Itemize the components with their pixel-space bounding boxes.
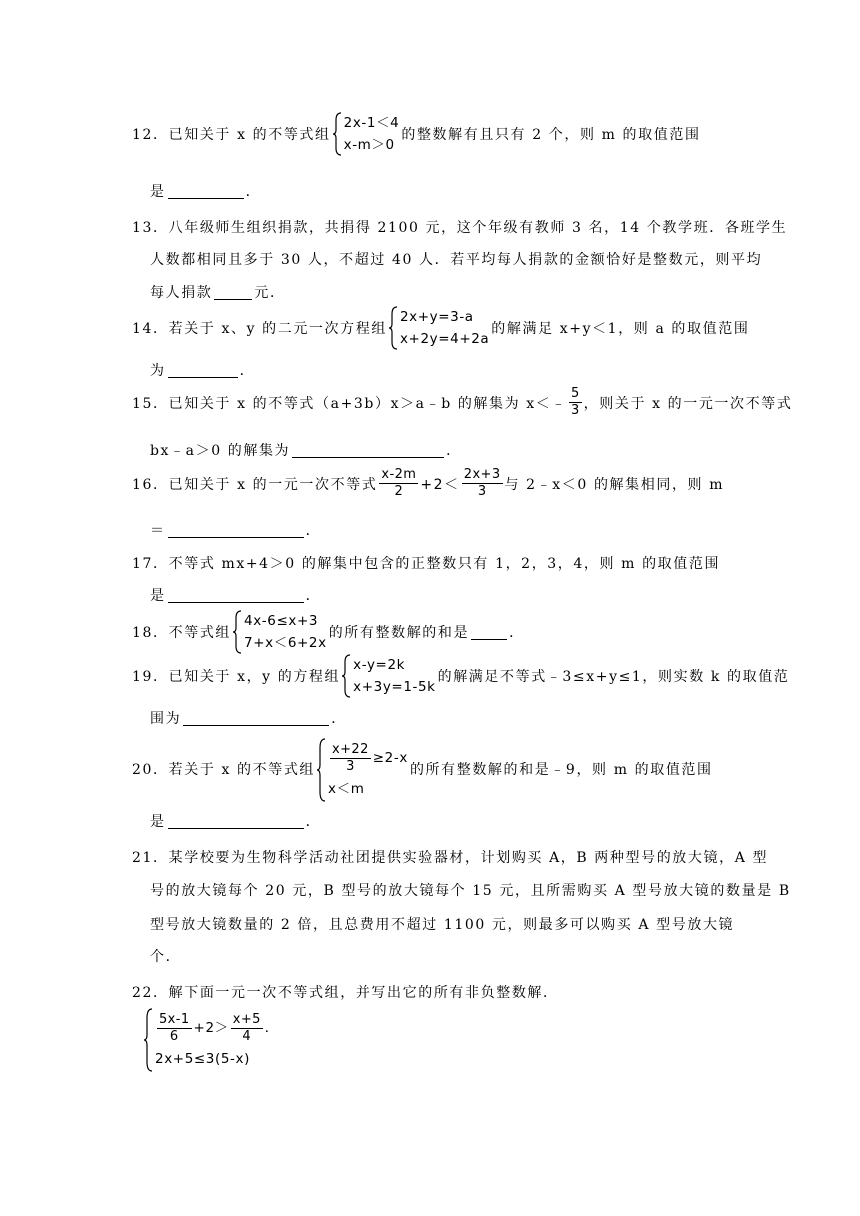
brace-icon [342, 654, 351, 698]
q22-frac1-num: 5x-1 [159, 1011, 190, 1027]
q18-ineq1: 4x-6≤x+3 [244, 613, 319, 629]
q22-end: ． [264, 1020, 279, 1036]
q14-equation-system [389, 306, 489, 350]
q22-frac2-den: 4 [242, 1028, 252, 1044]
q20-text-c: 是 [150, 814, 166, 830]
q12-inequality-system [333, 112, 400, 156]
q14-eq2: x+2y=4+2a [399, 331, 490, 347]
answer-blank [168, 814, 304, 829]
q12-number: 12． [132, 127, 169, 143]
q14-line2 [150, 360, 255, 380]
q12-ineq2: x-m＞0 [343, 137, 395, 153]
q17-text-c: 是 [150, 588, 166, 604]
q22-frac1-den: 6 [169, 1028, 179, 1044]
q15-frac-num: 5 [570, 386, 580, 401]
q16-line1 [132, 467, 724, 500]
q12-text-a: 已知关于 x 的不等式组 [168, 127, 331, 143]
brace-icon [233, 610, 242, 654]
q12-text-d: ． [245, 184, 262, 200]
q16-number: 16． [132, 476, 169, 493]
q22-inequality-system [144, 1008, 279, 1070]
q15-frac-den: 3 [570, 403, 580, 418]
q18-ineq2: 7+x＜6+2x [244, 635, 327, 651]
q13-line3 [150, 282, 286, 302]
q15-line1 [132, 386, 792, 419]
q18-text-d: ． [509, 625, 525, 641]
q21-line3: 型号放大镜数量的 2 倍，且总费用不超过 1100 元，则最多可以购买 A 型号放大镜 [150, 917, 735, 933]
q16-fraction-1 [379, 467, 418, 500]
q14-text-a: 若关于 x、y 的二元一次方程组 [168, 321, 387, 337]
q15-text-a: 已知关于 x 的不等式（a+3b）x＞a﹣b 的解集为 x＜﹣ [168, 395, 567, 412]
q16-text-b: 与 2﹣x＜0 的解集相同，则 m [504, 476, 725, 493]
q20-text-a: 若关于 x 的不等式组 [168, 762, 316, 778]
q14-eq1: 2x+y=3-a [399, 309, 474, 325]
q21-line4: 个． [150, 949, 182, 965]
q15-text-b: ，则关于 x 的一元一次不等式 [583, 395, 793, 412]
answer-blank [168, 363, 238, 378]
q18-inequality-system [233, 610, 327, 654]
q22-system-line [142, 1008, 281, 1070]
q16-text-c: ＝ [150, 523, 166, 539]
answer-blank [168, 588, 304, 603]
q12-line2 [150, 181, 261, 201]
q22-mid: +2＞ [193, 1020, 229, 1036]
q14-text-c: 为 [150, 363, 166, 379]
q19-text-c: 围为 [150, 711, 182, 727]
q14-number: 14． [132, 321, 169, 337]
q21-line2: 号的放大镜每个 20 元，B 型号的放大镜每个 15 元，且所需购买 A 型号放大镜的数量是 B [150, 883, 791, 899]
brace-icon [144, 1008, 153, 1072]
q20-line1 [132, 738, 713, 800]
q16-line2 [150, 520, 321, 540]
q15-text-d: ． [446, 443, 462, 459]
q15-number: 15． [132, 395, 169, 412]
brace-icon [333, 112, 342, 156]
q18-number: 18． [132, 625, 169, 641]
answer-blank [292, 443, 444, 458]
q15-line2 [150, 440, 462, 460]
answer-blank [168, 523, 304, 538]
q20-rest1: ≥2-x [372, 750, 408, 766]
q12-line1 [132, 112, 701, 156]
q18-line1 [132, 610, 525, 654]
q12-text-c: 是 [150, 184, 166, 200]
q17-line2 [150, 585, 321, 605]
brace-icon [317, 738, 326, 802]
q20-frac-den: 3 [346, 758, 355, 774]
answer-blank [214, 285, 252, 300]
q20-row1 [328, 738, 408, 778]
q16-frac1-den: 2 [394, 484, 404, 499]
q20-line2 [150, 811, 321, 831]
q17-line1: 17．不等式 mx+4＞0 的解集中包含的正整数只有 1，2，3，4，则 m 的取值范围 [132, 556, 721, 572]
q22-fraction-1 [157, 1012, 192, 1045]
q19-line1 [132, 654, 789, 698]
q12-ineq1: 2x-1＜4 [343, 115, 400, 131]
q17-text-d: ． [305, 588, 322, 604]
q20-fraction [330, 742, 371, 775]
q16-text-d: ． [305, 523, 322, 539]
answer-blank [471, 625, 507, 640]
q16-frac2-den: 3 [477, 484, 487, 499]
q22-fraction-2 [231, 1012, 263, 1045]
q14-text-b: 的解满足 x+y＜1，则 a 的取值范围 [491, 321, 750, 337]
q22-ineq2: 2x+5≤3(5-x) [155, 1051, 250, 1067]
q15-fraction [569, 386, 582, 419]
q18-text-b: 的所有整数解的和是 [328, 625, 470, 641]
q19-eq2: x+3y=1-5k [353, 679, 436, 695]
q13-line1: 13．八年级师生组织捐款，共捐得 2100 元，这个年级有教师 3 名，14 个教学班．各班学生 [132, 220, 788, 236]
q19-number: 19． [132, 669, 169, 685]
q16-fraction-2 [462, 467, 503, 500]
answer-blank [183, 711, 329, 726]
q19-text-b: 的解满足不等式﹣3≤x+y≤1，则实数 k 的取值范 [437, 669, 790, 685]
q13-text-a: 每人捐款 [150, 285, 213, 301]
q20-ineq2: x＜m [328, 781, 365, 797]
brace-icon [389, 306, 398, 350]
q16-frac2-num: 2x+3 [463, 467, 501, 482]
q14-text-d: ． [239, 363, 256, 379]
q16-mid: +2＜ [420, 476, 460, 493]
q22-row1 [155, 1008, 279, 1048]
q20-number: 20． [132, 762, 169, 778]
q19-text-d: ． [331, 711, 347, 727]
q16-frac1-num: x-2m [381, 467, 417, 482]
q16-text-a: 已知关于 x 的一元一次不等式 [168, 476, 378, 493]
q22-frac2-num: x+5 [232, 1011, 261, 1027]
q20-text-d: ． [305, 814, 322, 830]
answer-blank [168, 184, 244, 199]
q20-inequality-system [317, 738, 408, 800]
q13-text-b: 元． [254, 285, 286, 301]
q14-line1 [132, 306, 749, 350]
q19-eq1: x-y=2k [353, 657, 406, 673]
q18-text-a: 不等式组 [168, 625, 232, 641]
q21-line1: 21．某学校要为生物科学活动社团提供实验器材，计划购买 A，B 两种型号的放大镜，A 型 [132, 850, 769, 866]
q19-text-a: 已知关于 x，y 的方程组 [168, 669, 341, 685]
q20-text-b: 的所有整数解的和是﹣9，则 m 的取值范围 [409, 762, 713, 778]
q12-text-b: 的整数解有且只有 2 个，则 m 的取值范围 [401, 127, 701, 143]
q13-line2: 人数都相同且多于 30 人，不超过 40 人．若平均每人捐款的金额恰好是整数元，则平均 [150, 252, 763, 268]
q19-equation-system [342, 654, 435, 698]
q19-line2 [150, 708, 347, 728]
q22-line1: 22．解下面一元一次不等式组，并写出它的所有非负整数解． [132, 985, 559, 1001]
q15-text-c: bx﹣a＞0 的解集为 [150, 443, 291, 459]
q20-frac-num: x+22 [332, 741, 369, 757]
